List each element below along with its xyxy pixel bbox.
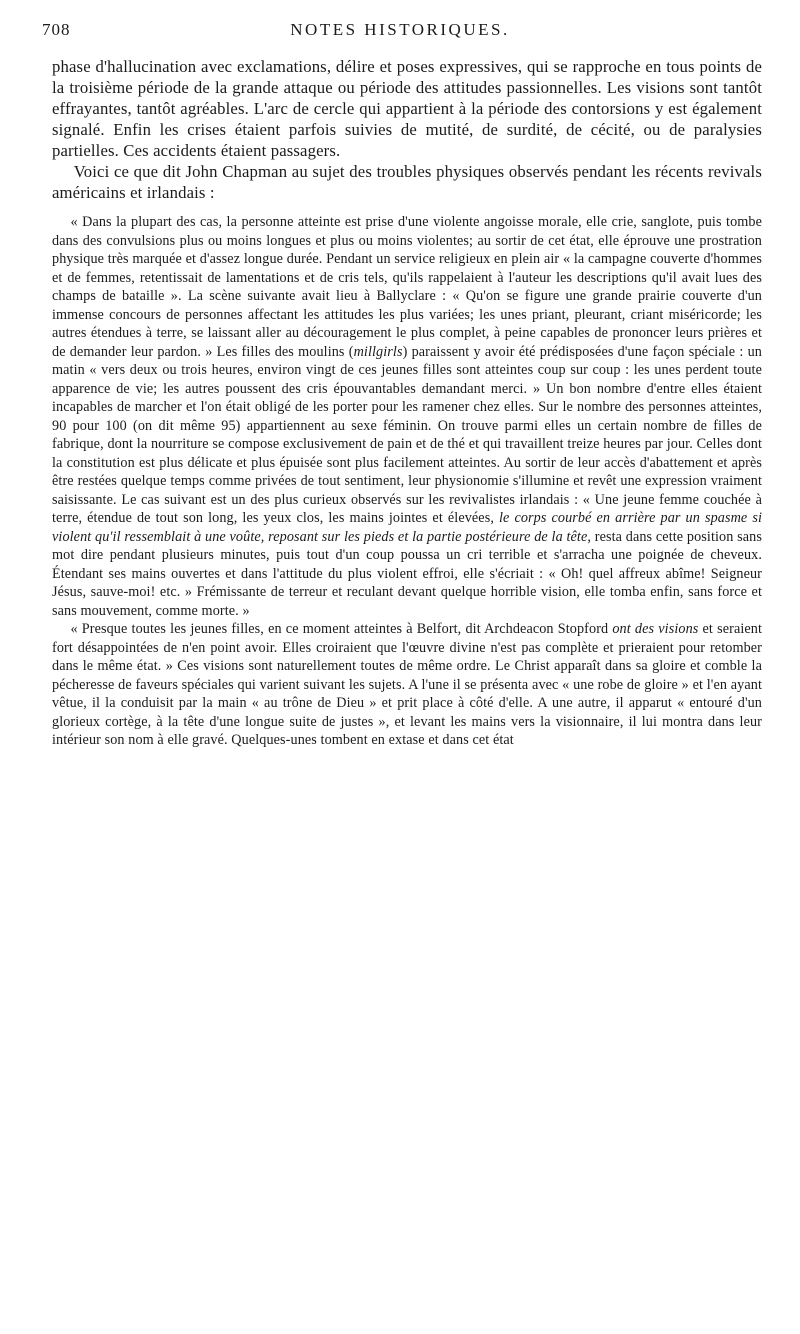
quote-paragraph bbox=[52, 213, 762, 620]
quoted-passage bbox=[52, 213, 762, 750]
quote-text: , resta dans cette position sans mot dire pendant plusieurs minutes, puis tout d'un coup poussa un cri terrible et s'arracha une poignée de cheveux. Étendant ses mains ouvertes et dans l'attitude du plus violent effroi, elle s'écriait : « Oh! quel affreux abîme! Seigneur Jésus, sauve-moi! etc. » Frémissante de terreur et reculant devant quelque horrible vision, elle tomba enfin, sans force et sans mouvement, comme morte. » bbox=[52, 528, 762, 619]
page-body bbox=[52, 56, 762, 750]
quote-italic-text: ont des visions bbox=[612, 621, 699, 637]
main-text bbox=[52, 56, 762, 203]
running-title: NOTES HISTORIQUES. bbox=[290, 20, 510, 39]
quote-italic-text: le corps courbé en arrière par un spasme si violent qu'il ressemblait à une voûte, reposant sur les pieds et la partie postérieure de la tête bbox=[52, 510, 762, 545]
quote-text: « Presque toutes les jeunes filles, en ce moment atteintes à Belfort, dit Archdeacon Stopford bbox=[70, 621, 613, 637]
quote-paragraph bbox=[52, 620, 762, 750]
page-header bbox=[0, 20, 800, 44]
page-number: 708 bbox=[42, 20, 71, 39]
quote-italic-text: millgirls bbox=[353, 343, 403, 360]
quote-text: « Dans la plupart des cas, la personne atteinte est prise d'une violente angoisse morale, elle crie, sanglote, puis tombe dans des convulsions plus ou moins longues et plus ou moins violentes; au sortir de cet état, elle éprouve une prostration physique très marquée et d'assez longue durée. Pendant un service religieux en plein air « la campagne couverte d'hommes et de femmes, retentissait de lamentations et de cris tels, qu'ils rappelaient à l'auteur les descriptions qu'il avait lues des champs de bataille ». La scène suivante avait lieu à Ballyclare : « Qu'on se figure une grande prairie couverte d'un immense concours de personnes affectant les attitudes les plus variées; les unes priant, pleurant, criant miséricorde; les autres étendues à terre, se laissant aller au découragement le plus complet, à peine capables de prononcer leurs prières et de demander leur pardon. » Les filles des moulins ( bbox=[52, 214, 762, 360]
body-paragraph: phase d'hallucination avec exclamations, délire et poses expressives, qui se rapproche en tous points de la troisième période de la grande attaque ou période des attitudes passionnelles. Les visions sont tantôt effrayantes, tantôt agréables. L'arc de cercle qui appartient à la période des contorsions y est également signalé. Enfin les crises étaient parfois suivies de mutité, de surdité, de cécité, ou de paralysies partielles. Ces accidents étaient passagers. bbox=[52, 57, 762, 160]
quote-text: et seraient fort désappointées de n'en point avoir. Elles croiraient que l'œuvre divine n'est pas complète et prieraient pour retomber dans le même état. » Ces visions sont naturellement toutes de même ordre. Le Christ apparaît dans sa gloire et comble la pécheresse de faveurs spéciales qui varient suivant les sujets. A l'une il se présenta avec « une robe de gloire » et l'en ayant vêtue, il la conduisit par la main « au trône de Dieu » et prit place à côté d'elle. A une autre, il apparut « entouré d'un glorieux cortège, à la tête d'une longue suite de justes », et levant les mains vers la visionnaire, il lui montra dans leur intérieur son nom à elle gravé. Quelques-unes tombent en extase et dans cet état bbox=[52, 621, 763, 748]
quote-text: ) paraissent y avoir été prédisposées d'une façon spéciale : un matin « vers deux ou trois heures, environ vingt de ces jeunes filles sont atteintes coup sur coup : les unes perdent toute apparence de vie; les autres poussent des cris épouvantables demandant merci. » Un bon nombre d'entre elles étaient incapables de marcher et l'on était obligé de les porter pour les ramener chez elles. Sur le nombre des personnes atteintes, 90 pour 100 (on dit même 95) appartiennent au sexe féminin. On trouve parmi elles un certain nombre de filles de fabrique, dont la nourriture se compose exclusivement de pain et de thé et qui travaillent treize heures par jour. Celles dont la constitution est plus délicate et plus épuisée sont plus facilement atteintes. Au sortir de leur accès d'abattement et après être restées quelque temps comme privées de tout sentiment, leur physionomie s'illumine et revêt une expression vraiment saisissante. Le cas suivant est un des plus curieux observés sur les revivalistes irlandais : « Une jeune femme couchée à terre, étendue de tout son long, les yeux clos, les mains jointes et élevées, bbox=[52, 343, 762, 526]
body-paragraph: Voici ce que dit John Chapman au sujet des troubles physiques observés pendant les récents revivals américains et irlandais : bbox=[52, 162, 762, 202]
